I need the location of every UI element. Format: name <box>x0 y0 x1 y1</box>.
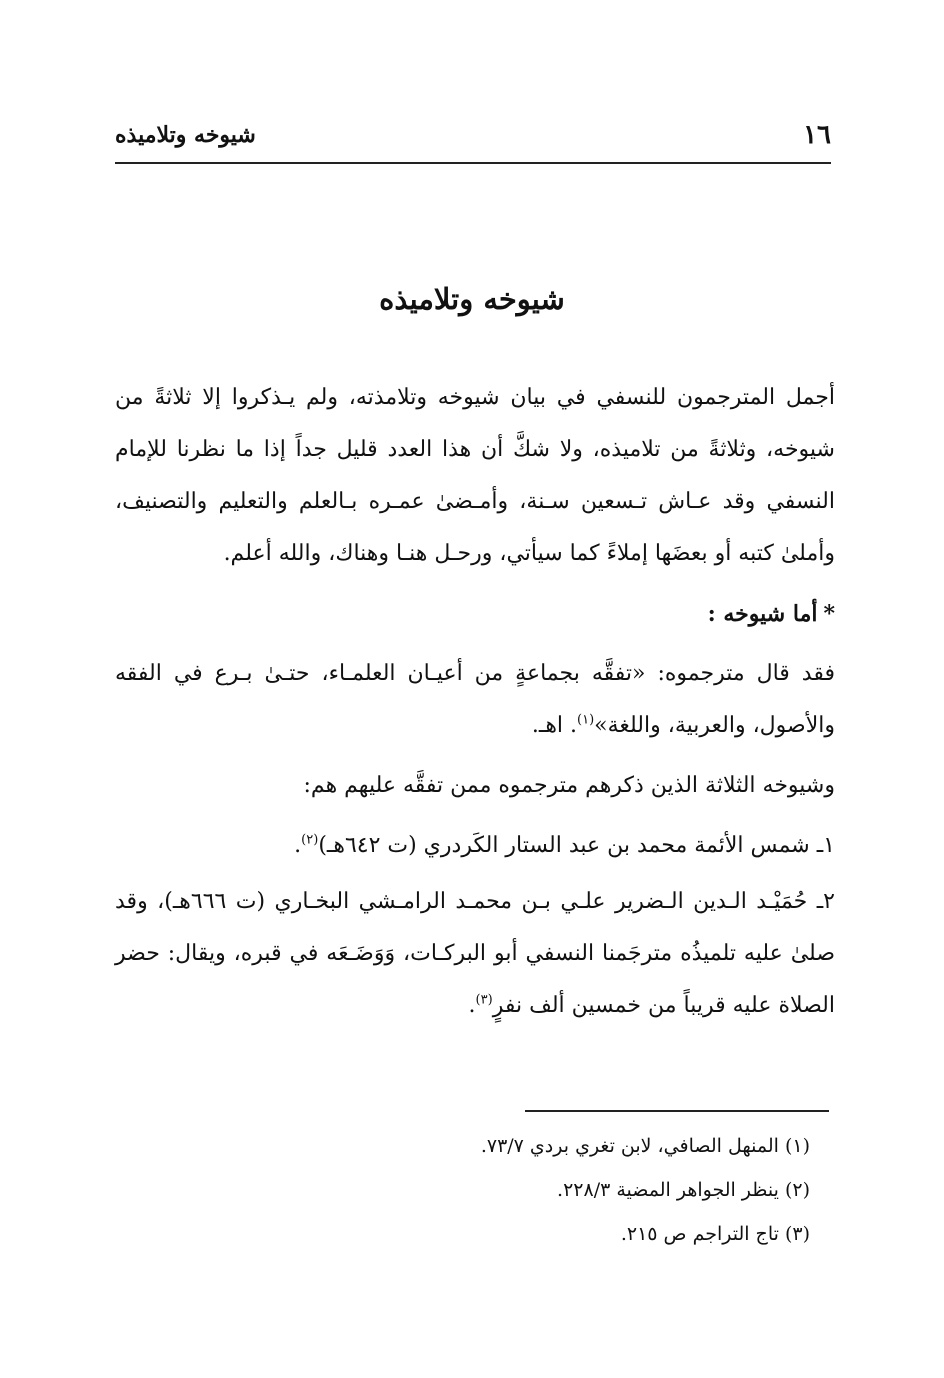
running-head <box>115 118 831 164</box>
sheikh-1-text: ١ـ شمس الأئمة محمد بن عبد الستار الكَردري (ت ٦٤٢هـ) <box>318 833 835 858</box>
body-text <box>115 372 835 1036</box>
three-sheikhs-intro: وشيوخه الثلاثة الذين ذكرهم مترجموه ممن تفقَّه عليهم هم: <box>303 773 835 798</box>
footnotes <box>300 1124 810 1256</box>
quote-text: فقد قال مترجموه: «تفقَّه بجماعةٍ من أعيـان العلمـاء، حتـىٰ بـرع في الفقه والأصول، والعربية، واللغة» <box>115 661 835 738</box>
footnote-divider <box>525 1110 829 1112</box>
quote-end: . اهـ. <box>531 713 578 738</box>
footnote-ref-1[interactable]: (١) <box>577 712 595 728</box>
footnote-ref-2[interactable]: (٢) <box>301 832 319 848</box>
running-title: شيوخه وتلاميذه <box>115 122 256 148</box>
footnote-ref-3[interactable]: (٣) <box>475 992 493 1008</box>
sheikh-2-end: . <box>468 993 476 1018</box>
page-number: ١٦ <box>803 120 831 150</box>
footnote-1: (١) المنهل الصافي، لابن تغري بردي ٧٣/٧. <box>480 1135 810 1157</box>
intro-paragraph: أجمل المترجمون للنسفي في بيان شيوخه وتلامذته، ولم يـذكروا إلا ثلاثةً من شيوخه، وثلاثةً من تلاميذه، ولا شكَّ أن هذا العدد قليل جداً إذا ما نظرنا للإمام النسفي وقد عـاش تـسعين سـنة، وأمـضىٰ عمـره بـالعلم والتعليم والتصنيف، وأملىٰ كتبه أو بعضَها إملاءً كما سيأتي، ورحـل هنـا وهناك، والله أعلم. <box>115 385 835 566</box>
sheikhs-heading-text: أما شيوخه : <box>707 601 818 627</box>
footnote-3: (٣) تاج التراجم ص ٢١٥. <box>620 1223 810 1245</box>
footnote-2: (٢) ينظر الجواهر المضية ٢٢٨/٣. <box>557 1179 810 1201</box>
list-item <box>115 820 835 872</box>
sheikhs-heading <box>115 588 835 640</box>
sheikh-1-end: . <box>294 833 302 858</box>
list-item <box>115 876 835 1032</box>
section-title: شيوخه وتلاميذه <box>379 282 565 316</box>
asterisk-icon: * <box>823 601 835 627</box>
sheikh-2-text: ٢ـ حُمَيْـد الـدين الـضرير علـي بـن محمـد الرامـشي البخـاري (ت ٦٦٦هـ)، وقد صلىٰ عليه تلميذُه مترجَمنا النسفي أبو البركـات، وَوَضَـعَه في قبره، ويقال: حضر الصلاة عليه قريباً من خمسين ألف نفرٍ <box>115 889 835 1018</box>
quote-paragraph <box>115 648 835 752</box>
